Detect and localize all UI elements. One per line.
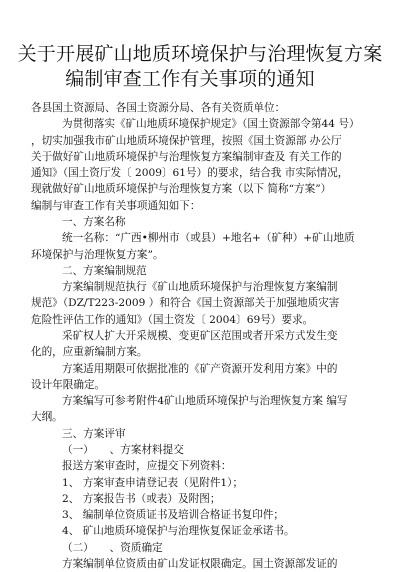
body-line: 编制与审查工作有关事项通知如下： [31, 199, 201, 212]
body-line: ，切实加强我市矿山地质环境保护管理，按照《国土资源部 办公厅 [31, 134, 342, 147]
list-item: 1、 方案审查申请登记表（见附件1）； [62, 476, 244, 489]
subsection-heading: （二） 、资质确定 [62, 541, 163, 554]
body-line: 方案编制规范执行《矿山地质环境保护与治理恢复方案编制 [62, 281, 338, 294]
section-heading: 三、方案评审 [62, 427, 126, 440]
body-line: 报送方案审查时，应提交下列资料： [62, 460, 232, 473]
list-item: 4、 矿山地质环境保护与治理恢复保证金承诺书。 [62, 525, 295, 538]
body-line: 方案编制单位资质由矿山发证权限确定。国土资源部发证的 [62, 558, 338, 570]
body-line: 危险性评估工作的通知》（国土资发〔 2004〕69号）要求。 [31, 313, 314, 326]
body-line: 方案编写可参考附件4矿山地质环境保护与治理恢复方案 编写 [62, 395, 348, 408]
salutation: 各县国土资源局、各国土资源分局、各有关资质单位： [31, 102, 286, 114]
body-line: 通知》（国土资厅发〔 2009〕61号）的要求，结合我 市实际情况， [31, 167, 349, 180]
list-item: 3、 编制单位资质证书及培训合格证书复印件； [62, 509, 284, 522]
subsection-heading: （一） 、方案材料提交 [62, 444, 184, 456]
body-line: 方案适用期限可依据批准的《矿产资源开发利用方案》中的 [62, 362, 338, 375]
body-line: 为贯彻落实《矿山地质环境保护规定》（国土资源部令第44 号） [62, 118, 360, 131]
body-line: 采矿权人扩大开采规模、变更矿区范围或者开采方式发生变 [62, 330, 338, 342]
body-line: 规范》（DZ/T223-2009 ）和符合《国土资源部关于加强地质灾害 [31, 297, 340, 310]
body-line: 环境保护与治理恢复方案”。 [31, 248, 164, 261]
document-title-line-2: 编制审查工作有关事项的通知 [65, 68, 315, 90]
body-line: 统一名称：“广西•柳州市（或县）+地名+（矿种）+矿山地质 [62, 232, 355, 245]
section-heading: 二、方案编制规范 [62, 264, 147, 277]
body-line: 关于做好矿山地质环境保护与治理恢复方案编制审查及 有关工作的 [31, 150, 342, 163]
body-line: 化的，应重新编制方案。 [31, 346, 148, 359]
list-item: 2、 方案报告书（或表）及附图； [62, 492, 221, 505]
body-line: 现就做好矿山地质环境保护与治理恢复方案（以下 简称“方案”） [31, 183, 332, 196]
document-title-line-1: 关于开展矿山地质环境保护与治理恢复方案 [17, 43, 383, 65]
section-heading: 一、方案名称 [62, 216, 126, 228]
body-line: 设计年限确定。 [31, 378, 106, 391]
body-line: 大纲。 [31, 411, 63, 424]
